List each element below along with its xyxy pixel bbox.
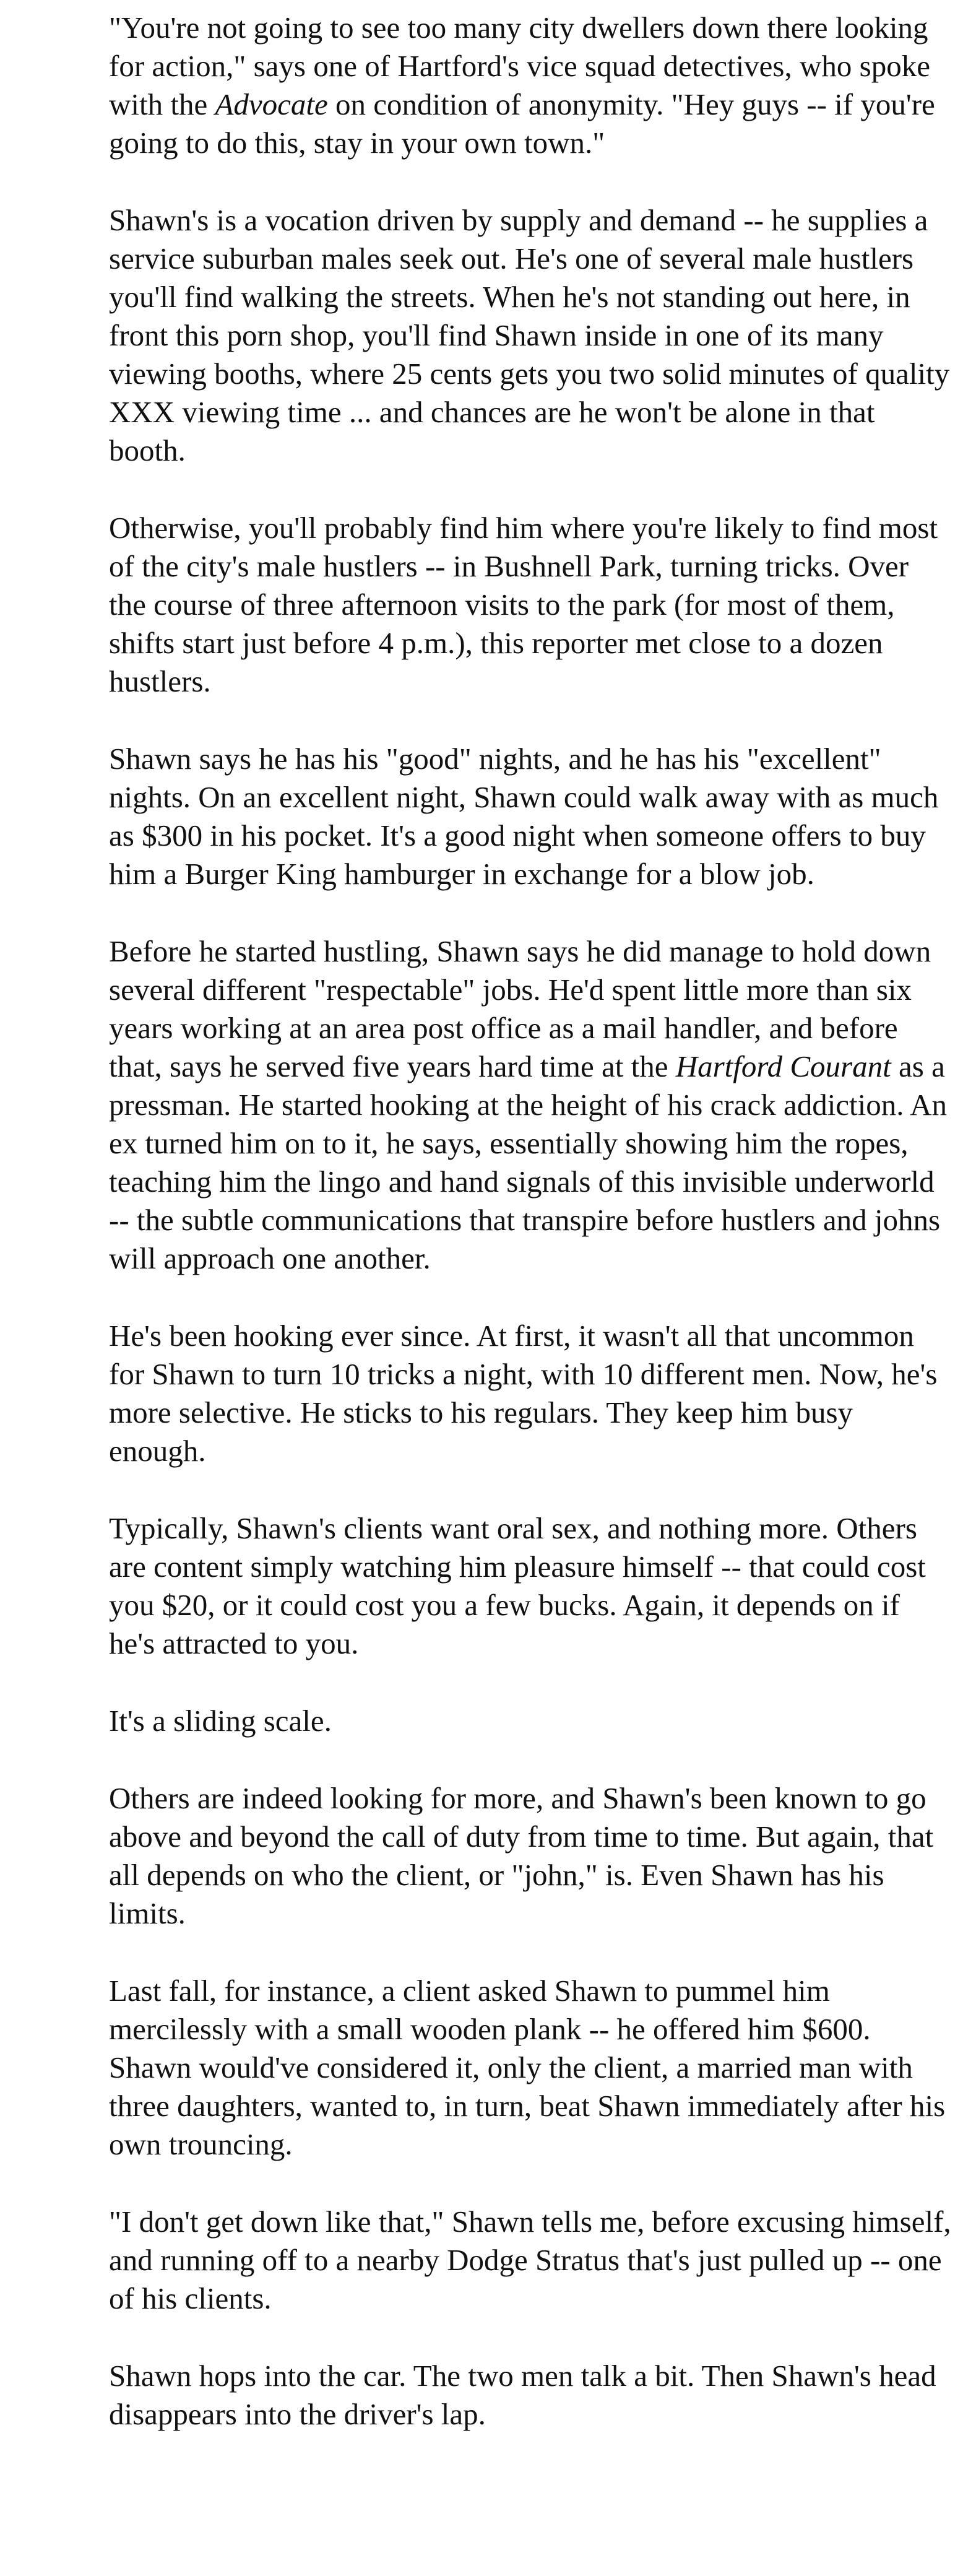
paragraph	[109, 1779, 951, 1933]
paragraph	[109, 1509, 951, 1663]
publication-name: Hartford Courant	[675, 1049, 891, 1083]
paragraph-text: Shawn's is a vocation driven by supply and demand -- he supplies a service suburban males seek out. He's one of several male hustlers you'll find walking the streets. When he's not standing out here, in front this porn shop, you'll find Shawn inside in one of its many viewing booths, where 25 cents gets you two solid minutes of quality XXX viewing time ... and chances are he won't be alone in that booth.	[109, 203, 950, 467]
paragraph-text: as a pressman. He started hooking at the height of his crack addiction. An ex turned him on to it, he says, essentially showing him the ropes, teaching him the lingo and hand signals of this invisible underworld -- the subtle communications that transpire before hustlers and johns will approach one another.	[109, 1049, 947, 1275]
paragraph-text: Shawn hops into the car. The two men talk a bit. Then Shawn's head disappears into the driver's lap.	[109, 2359, 936, 2431]
paragraph-text: "I don't get down like that," Shawn tells me, before excusing himself, and running off to a nearby Dodge Stratus that's just pulled up -- one of his clients.	[109, 2205, 951, 2315]
paragraph-text: It's a sliding scale.	[109, 1704, 332, 1738]
paragraph-text: Before he started hustling, Shawn says he did manage to hold down several different "respectable" jobs. He'd spent little more than six years working at an area post office as a mail handler, and before that, says he served five years hard time at the	[109, 934, 931, 1083]
paragraph-text: Typically, Shawn's clients want oral sex, and nothing more. Others are content simply watching him pleasure himself -- that could cost you $20, or it could cost you a few bucks. Again, it depends on if he's attracted to you.	[109, 1511, 926, 1660]
paragraph	[109, 509, 951, 701]
paragraph-text: Otherwise, you'll probably find him where you're likely to find most of the city's male hustlers -- in Bushnell Park, turning tricks. Over the course of three afternoon visits to the park (for most of them, shifts start just before 4 p.m.), this reporter met close to a dozen hustlers.	[109, 511, 938, 698]
paragraph	[109, 1702, 951, 1740]
paragraph	[109, 740, 951, 893]
publication-name: Advocate	[215, 87, 328, 121]
paragraph	[109, 201, 951, 470]
paragraph-text: Shawn says he has his "good" nights, and he has his "excellent" nights. On an excellent night, Shawn could walk away with as much as $300 in his pocket. It's a good night when someone offers to buy him a Burger King hamburger in exchange for a blow job.	[109, 742, 939, 891]
paragraph	[109, 1317, 951, 1470]
paragraph-text: "You're not going to see too many city dwellers down there looking for action," says one of Hartford's vice squad detectives, who spoke with the	[109, 11, 930, 121]
paragraph	[109, 932, 951, 1278]
paragraph	[109, 9, 951, 162]
paragraph-text: He's been hooking ever since. At first, it wasn't all that uncommon for Shawn to turn 10 tricks a night, with 10 different men. Now, he's more selective. He sticks to his regulars. They keep him busy enough.	[109, 1319, 938, 1468]
paragraph-text: on condition of anonymity. "Hey guys -- if you're going to do this, stay in your own town."	[109, 87, 935, 160]
paragraph	[109, 2357, 951, 2434]
paragraph-text: Last fall, for instance, a client asked Shawn to pummel him mercilessly with a small wooden plank -- he offered him $600. Shawn would've considered it, only the client, a married man with three daughters, wanted to, in turn, beat Shawn immediately after his own trouncing.	[109, 1974, 946, 2161]
paragraph	[109, 2203, 951, 2318]
paragraph-text: Others are indeed looking for more, and Shawn's been known to go above and beyond the call of duty from time to time. But again, that all depends on who the client, or "john," is. Even Shawn has his limits.	[109, 1781, 934, 1930]
paragraph	[109, 1972, 951, 2164]
